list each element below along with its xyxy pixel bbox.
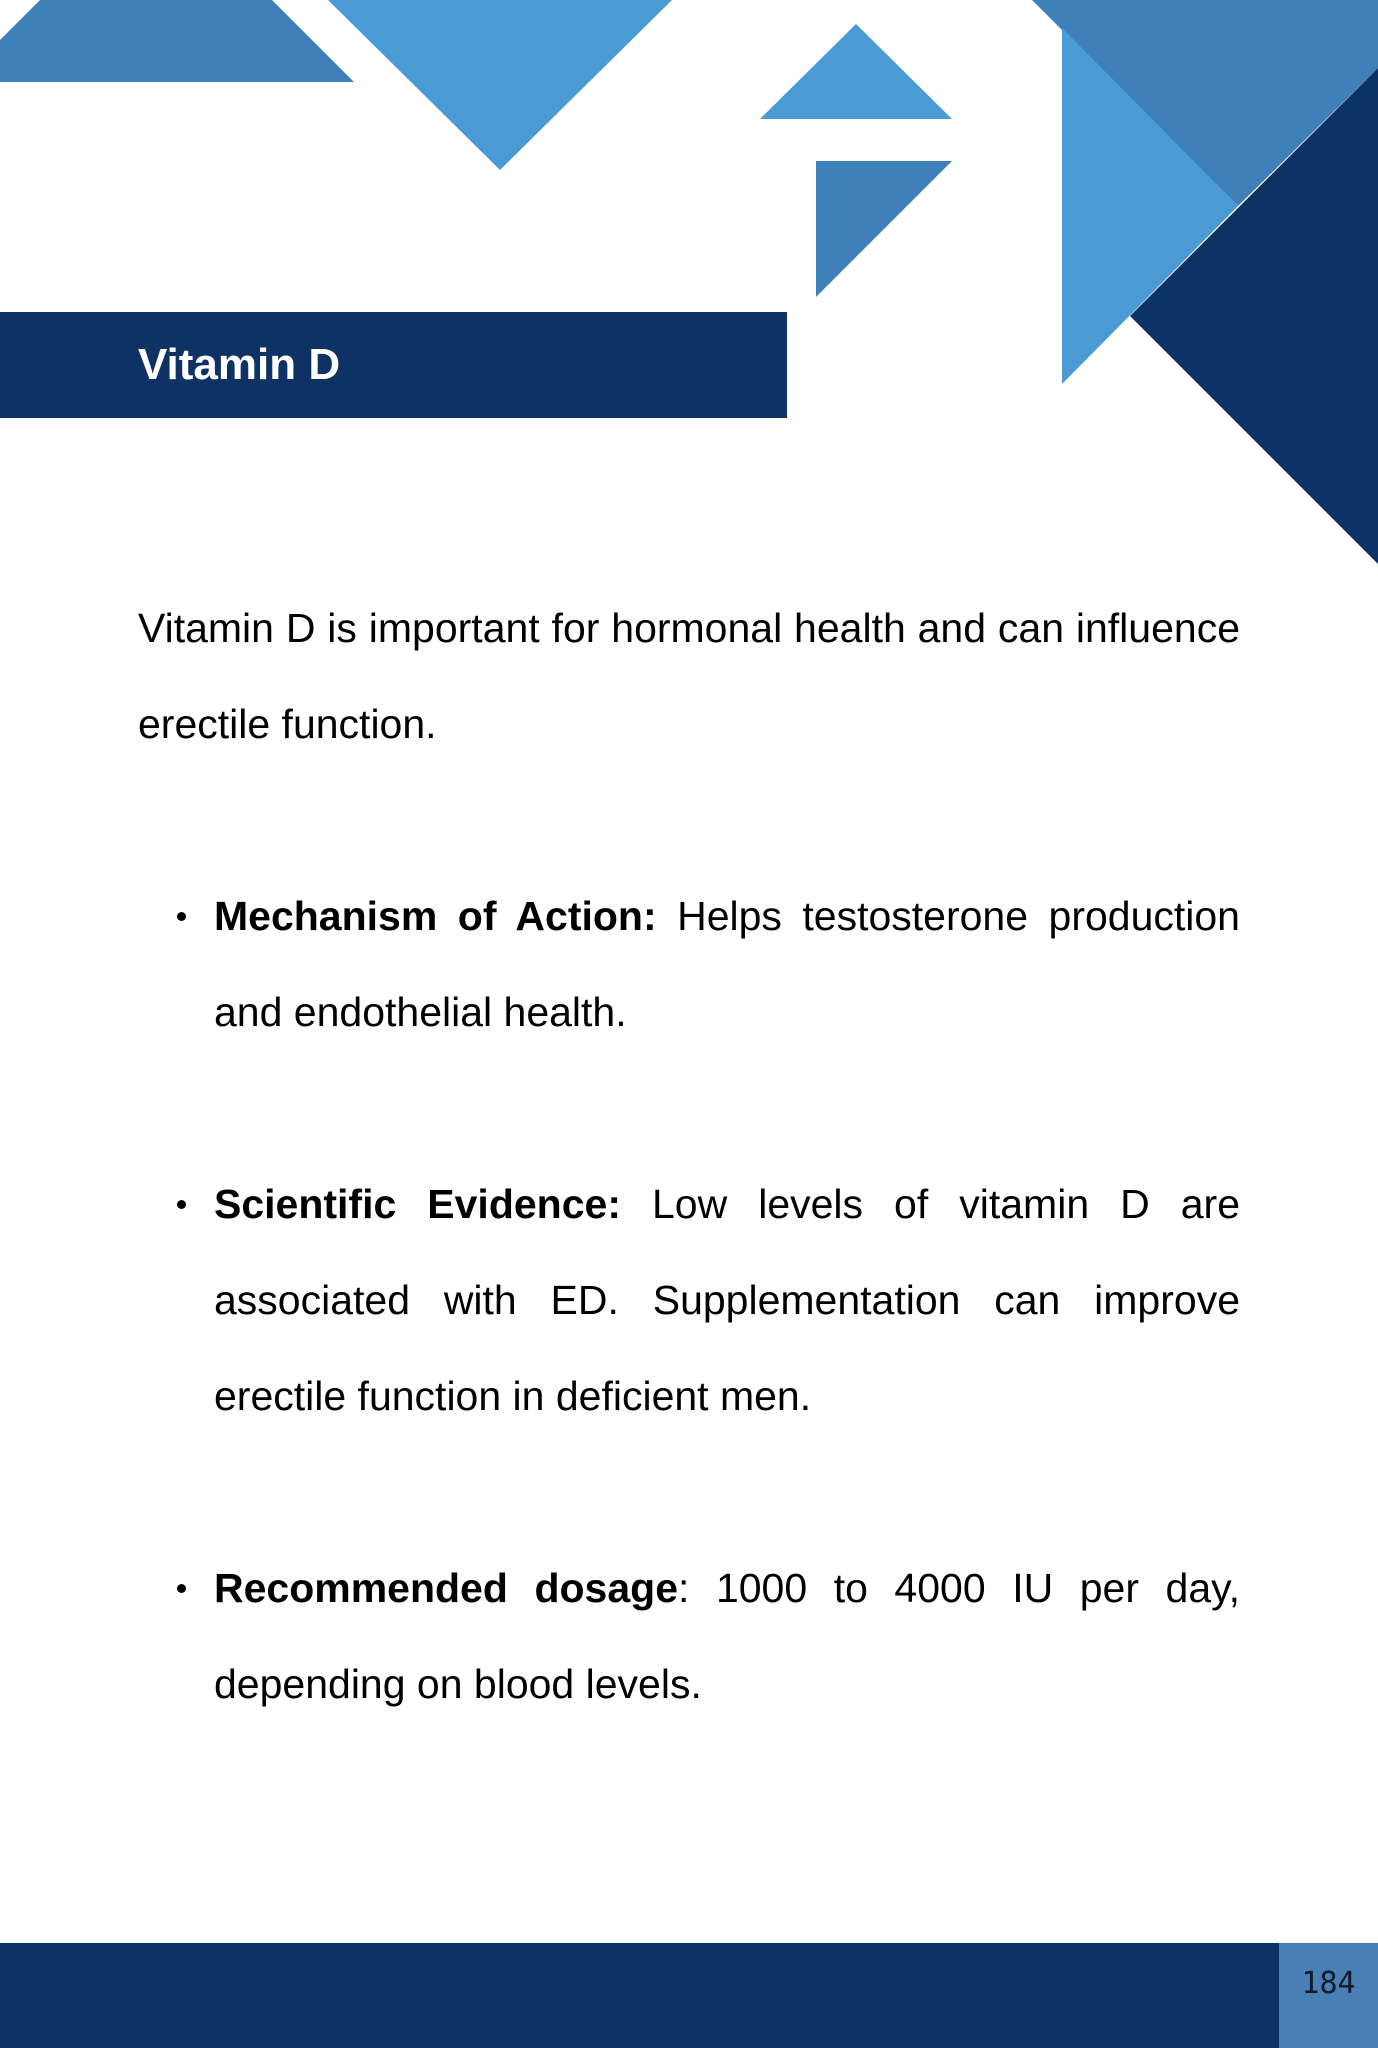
bullet-label: Recommended dosage	[214, 1565, 678, 1611]
footer-bar	[0, 1943, 1378, 2048]
page-number-box	[1279, 1943, 1378, 2048]
decorative-triangles	[0, 0, 1378, 600]
bullet-text: Low levels of vitamin D are associated with ED. Supplementation can improve erectile function in deficient men.	[214, 1181, 1241, 1419]
page-title: Vitamin D	[138, 340, 341, 389]
title-bar	[0, 312, 787, 418]
bullet-label: Scientific Evidence:	[214, 1181, 621, 1227]
bullet-dot-icon	[177, 1200, 186, 1209]
triangle-small-down	[816, 161, 952, 297]
bullet-item-evidence	[138, 1156, 1240, 1444]
triangle-small-up	[760, 24, 952, 119]
intro-paragraph: Vitamin D is important for hormonal health and can influence erectile function.	[138, 605, 1240, 747]
bullet-item-dosage	[138, 1540, 1240, 1732]
bullet-text: : 1000 to 4000 IU per day, depending on blood levels.	[214, 1565, 1240, 1707]
page-number: 184	[1301, 1966, 1356, 2001]
bullet-dot-icon	[177, 912, 186, 921]
bullet-text: Helps testosterone production and endothelial health.	[214, 893, 1240, 1035]
triangle-top-center	[328, 0, 672, 170]
bullet-item-mechanism	[138, 868, 1240, 1060]
bullet-label: Mechanism of Action:	[214, 893, 657, 939]
bullet-list	[138, 868, 1240, 1732]
main-content	[138, 580, 1240, 1828]
bullet-dot-icon	[177, 1584, 186, 1593]
triangle-top-left	[0, 0, 354, 82]
